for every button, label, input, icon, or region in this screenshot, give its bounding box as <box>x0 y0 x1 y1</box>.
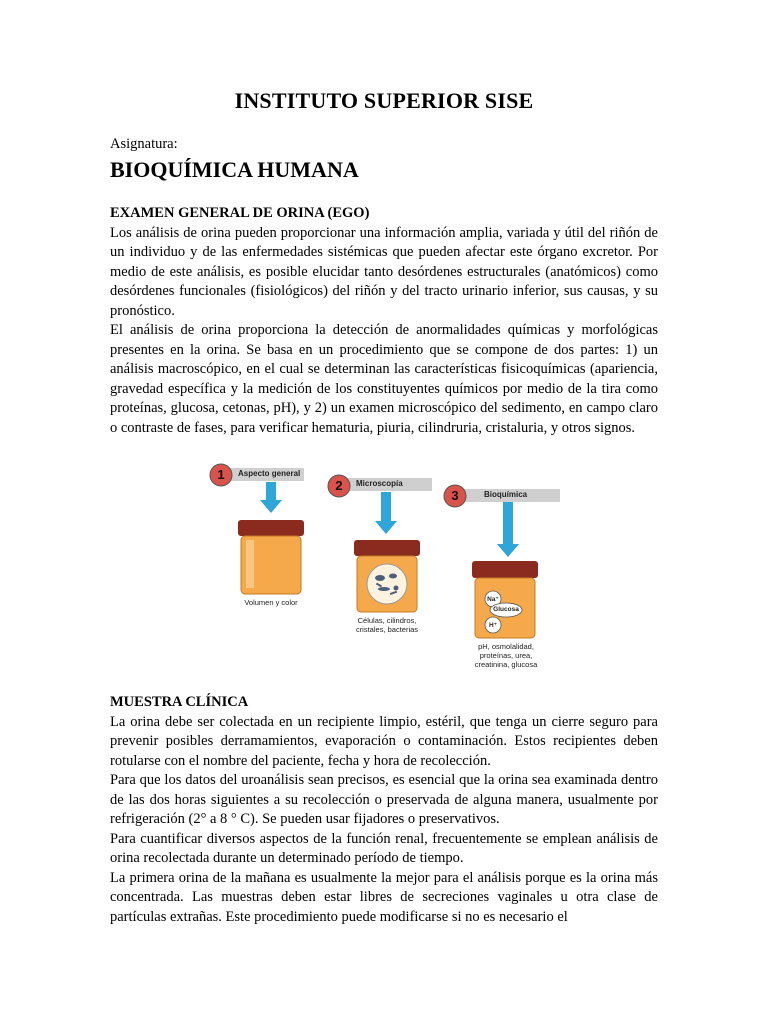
section-heading: EXAMEN GENERAL DE ORINA (EGO) <box>110 205 370 221</box>
arrow-3 <box>497 502 519 557</box>
subject-title: BIOQUÍMICA HUMANA <box>110 157 359 182</box>
paragraph: La primera orina de la mañana es usualmente la mejor para el análisis porque es la orina más concentrada. Las muestras deben estar libres de secreciones vaginales u otra clase de partículas extrañas. Este procedimiento puede modificarse si no es necesario el <box>110 869 658 925</box>
lid-2 <box>354 540 420 556</box>
institution-title: INSTITUTO SUPERIOR SISE <box>234 88 534 113</box>
paragraph: Para cuantificar diversos aspectos de la función renal, frecuentemente se emplean análisis de orina recolectada durante un determinado período de tiempo. <box>110 830 658 866</box>
microscopy-view <box>367 564 407 604</box>
section-muestra <box>110 693 658 927</box>
step-number-3: 3 <box>451 488 459 503</box>
step-title-3: Bioquímica <box>484 490 528 499</box>
lid-3 <box>472 561 538 578</box>
step-caption-3: pH, osmolalidad, proteínas, urea, creatinina, glucosa <box>474 642 538 669</box>
step-caption-1: Volumen y color <box>244 598 298 607</box>
paragraph: Para que los datos del uroanálisis sean precisos, es esencial que la orina sea examinada dentro de las dos horas siguientes a su recolección o preservada de alguna manera, usualmente por refrigeración (2° a 8 ° C). Se pueden usar fijadores o preservativos. <box>110 772 658 827</box>
urinalysis-figure <box>208 458 560 673</box>
step-title-1: Aspecto general <box>238 469 301 478</box>
step-title-2: Microscopía <box>356 479 403 488</box>
paragraph: Los análisis de orina pueden proporcionar una información amplia, variada y útil del riñón de un individuo y de las enfermedades sistémicas que pueden afectar este órgano excretor. Por medio de este análisis, es posible elucidar tanto desórdenes estructurales (anatómicos) como desórdenes funcionales (fisiológicos) del riñón y del tracto urinario inferior, sus causas, y su pronóstico. <box>110 224 658 319</box>
section-heading: MUESTRA CLÍNICA <box>110 694 249 710</box>
step-number-1: 1 <box>217 467 225 482</box>
paragraph: La orina debe ser colectada en un recipiente limpio, estéril, que tenga un cierre seguro para prevenir posibles derramamientos, evaporación o contaminación. Estos recipientes deben rotularse con el nombre del paciente, fecha y hora de recolección. <box>110 713 658 769</box>
paragraph: El análisis de orina proporciona la detección de anormalidades químicas y morfológicas presentes en la orina. Se basa en un procedimiento que se compone de dos partes: 1) un análisis macroscópico, en el cual se determinan las características fisicoquímicas (apariencia, gravedad específica y la medición de los constituyentes químicos por medio de la tira como proteínas, glucosa, cetonas, pH), y 2) un examen microscópico del sedimento, en campo claro o contraste de fases, para verificar hematuria, piuria, cilindruria, cristaluria, y otros signos. <box>110 322 658 436</box>
glucose-label: Glucosa <box>493 606 519 613</box>
arrow-2 <box>375 492 397 534</box>
step-caption-2: Células, cilindros, cristales, bacterias <box>355 616 419 634</box>
section-ego <box>110 204 658 438</box>
step-number-2: 2 <box>335 478 343 493</box>
hydrogen-label: H⁺ <box>488 622 498 629</box>
subject-label: Asignatura: <box>110 136 178 152</box>
sodium-label: Na⁺ <box>487 596 499 603</box>
arrow-1 <box>260 482 282 513</box>
lid-1 <box>238 520 304 536</box>
